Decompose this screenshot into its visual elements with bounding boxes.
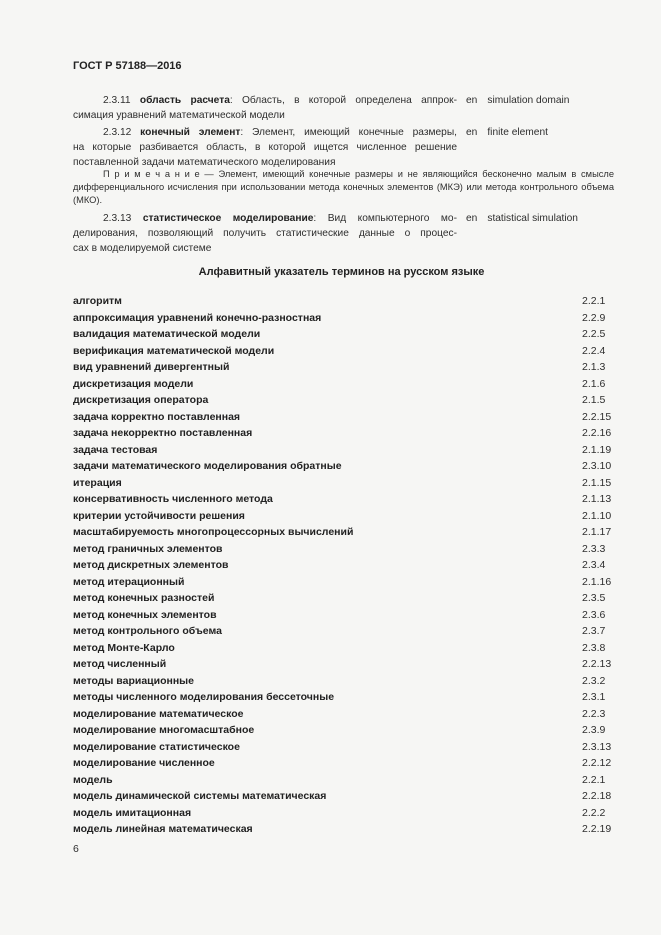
definition-2-3-12 xyxy=(73,125,610,170)
en-language-label: en xyxy=(466,95,478,106)
index-ref: 2.3.8 xyxy=(582,641,606,654)
index-term: метод численный xyxy=(73,658,167,670)
index-row xyxy=(73,508,610,525)
index-ref: 2.3.13 xyxy=(582,740,612,753)
index-ref: 2.3.7 xyxy=(582,625,606,637)
index-ref: 2.1.6 xyxy=(582,377,606,390)
index-term: моделирование многомасштабное xyxy=(73,724,255,736)
index-term: валидация математической модели xyxy=(73,328,261,340)
index-list xyxy=(73,293,610,838)
index-row xyxy=(73,343,610,360)
index-term: дискретизация оператора xyxy=(73,394,209,406)
index-ref: 2.3.6 xyxy=(582,608,606,621)
index-row xyxy=(73,640,610,657)
index-row xyxy=(73,755,610,772)
index-row xyxy=(73,821,610,838)
index-row xyxy=(73,359,610,376)
index-term: задачи математического моделирования обратные xyxy=(73,460,342,472)
index-row xyxy=(73,475,610,492)
index-ref: 2.2.13 xyxy=(582,658,612,670)
index-row xyxy=(73,425,610,442)
index-ref: 2.2.3 xyxy=(582,707,606,720)
index-row xyxy=(73,689,610,706)
index-term: метод конечных элементов xyxy=(73,608,217,621)
note-text: — Элемент, имеющий конечные размеры и не являющийся бесконечно малым в смысле дифференциального исчисления при использовании метода конечных элементов (МКЭ) или метода контрольного объема (МКО). xyxy=(73,169,614,205)
index-ref: 2.2.1 xyxy=(582,773,606,786)
index-term: моделирование математическое xyxy=(73,707,244,720)
index-term: методы вариационные xyxy=(73,674,194,687)
index-ref: 2.2.4 xyxy=(582,344,606,357)
index-term: задача некорректно поставленная xyxy=(73,427,253,439)
index-ref: 2.1.3 xyxy=(582,361,606,373)
index-ref: 2.2.5 xyxy=(582,328,606,340)
index-row xyxy=(73,722,610,739)
index-row xyxy=(73,557,610,574)
definition-line: делирования, позволяющий получить статистические данные о процес- xyxy=(73,228,457,239)
en-term: statistical simulation xyxy=(487,213,578,224)
index-term: методы численного моделирования бессеточные xyxy=(73,691,335,703)
definition-line xyxy=(73,125,457,140)
index-row xyxy=(73,772,610,789)
en-language-label: en xyxy=(466,213,478,224)
index-ref: 2.1.17 xyxy=(582,526,612,538)
definition-line xyxy=(73,211,457,226)
index-term: задача корректно поставленная xyxy=(73,410,241,423)
index-term: метод конечных разностей xyxy=(73,592,215,604)
index-row xyxy=(73,788,610,805)
definition-term: область расчета xyxy=(139,95,230,106)
index-row xyxy=(73,541,610,558)
index-row xyxy=(73,673,610,690)
index-heading: Алфавитный указатель терминов на русском языке xyxy=(198,266,485,278)
definition-line: поставленной задачи математического моделирования xyxy=(73,157,336,168)
definition-2-3-11 xyxy=(73,93,610,123)
index-term: модель линейная математическая xyxy=(73,823,253,835)
index-ref: 2.1.10 xyxy=(582,509,612,522)
definition-line: на которые разбивается область, в которой ищется численное решение xyxy=(73,142,457,153)
index-ref: 2.2.9 xyxy=(582,311,606,324)
index-row xyxy=(73,805,610,822)
en-language-label: en xyxy=(466,127,478,138)
index-row xyxy=(73,590,610,607)
definition-number: 2.3.11 xyxy=(103,95,131,106)
definition-term: конечный элемент xyxy=(140,127,241,138)
index-term: метод итерационный xyxy=(73,575,185,588)
definition-term: статистическое моделирование xyxy=(142,213,314,224)
index-term: консервативность численного метода xyxy=(73,493,273,505)
index-row xyxy=(73,310,610,327)
index-term: верификация математической модели xyxy=(73,344,275,357)
index-ref: 2.2.2 xyxy=(582,806,606,819)
definition-body: : Область, в которой определена аппрок- xyxy=(229,95,457,106)
index-row xyxy=(73,326,610,343)
index-term: моделирование численное xyxy=(73,757,215,769)
index-row xyxy=(73,491,610,508)
index-ref: 2.2.19 xyxy=(582,823,612,835)
note-label: П р и м е ч а н и е xyxy=(103,169,200,179)
index-ref: 2.2.16 xyxy=(582,427,612,439)
definition-line: сах в моделируемой системе xyxy=(73,243,212,254)
index-ref: 2.1.16 xyxy=(582,575,612,588)
index-term: алгоритм xyxy=(73,295,122,307)
index-ref: 2.2.15 xyxy=(582,410,612,423)
definition-line: симация уравнений математической модели xyxy=(73,110,285,121)
definition-text-ru xyxy=(73,211,457,256)
index-term: модель имитационная xyxy=(73,806,192,819)
document-title: ГОСТ Р 57188—2016 xyxy=(73,60,182,72)
index-row xyxy=(73,706,610,723)
index-row xyxy=(73,376,610,393)
index-ref: 2.3.10 xyxy=(582,460,612,472)
index-row xyxy=(73,392,610,409)
index-term: модель xyxy=(73,773,113,786)
index-ref: 2.1.5 xyxy=(582,394,606,406)
en-term: finite element xyxy=(487,127,548,138)
definition-en xyxy=(466,93,569,108)
index-term: модель динамической системы математическая xyxy=(73,790,327,802)
definition-body: : Вид компьютерного мо- xyxy=(313,213,457,224)
index-row xyxy=(73,607,610,624)
index-row xyxy=(73,458,610,475)
index-term: метод дискретных элементов xyxy=(73,559,229,571)
index-row xyxy=(73,574,610,591)
index-term: метод граничных элементов xyxy=(73,542,223,555)
index-term: аппроксимация уравнений конечно-разностная xyxy=(73,311,322,324)
index-row xyxy=(73,656,610,673)
page-number: 6 xyxy=(73,843,79,855)
index-ref: 2.3.9 xyxy=(582,724,606,736)
index-ref: 2.3.4 xyxy=(582,559,606,571)
definition-text-ru xyxy=(73,93,457,123)
definition-number: 2.3.12 xyxy=(103,127,132,138)
index-term: моделирование статистическое xyxy=(73,740,240,753)
index-row xyxy=(73,524,610,541)
index-term: вид уравнений дивергентный xyxy=(73,361,230,373)
index-row xyxy=(73,409,610,426)
index-term: критерии устойчивости решения xyxy=(73,509,245,522)
definition-body: : Элемент, имеющий конечные размеры, xyxy=(240,127,457,138)
index-term: задача тестовая xyxy=(73,443,158,456)
definition-en xyxy=(466,125,548,140)
definition-en xyxy=(466,211,578,226)
index-row xyxy=(73,739,610,756)
index-term: масштабируемость многопроцессорных вычислений xyxy=(73,526,354,538)
index-term: метод Монте-Карло xyxy=(73,641,175,654)
note xyxy=(73,168,614,207)
index-ref: 2.3.5 xyxy=(582,592,606,604)
index-ref: 2.2.18 xyxy=(582,790,612,802)
index-term: итерация xyxy=(73,476,122,489)
index-ref: 2.1.19 xyxy=(582,443,612,456)
definition-2-3-13 xyxy=(73,211,610,256)
index-term: дискретизация модели xyxy=(73,377,194,390)
en-term: simulation domain xyxy=(487,95,570,106)
index-ref: 2.3.2 xyxy=(582,674,606,687)
index-row xyxy=(73,293,610,310)
index-ref: 2.1.13 xyxy=(582,493,612,505)
index-term: метод контрольного объема xyxy=(73,625,222,637)
definition-text-ru xyxy=(73,125,457,170)
index-ref: 2.3.3 xyxy=(582,542,606,555)
definition-line xyxy=(73,93,457,108)
index-ref: 2.1.15 xyxy=(582,476,612,489)
index-ref: 2.3.1 xyxy=(582,691,606,703)
index-row xyxy=(73,623,610,640)
index-row xyxy=(73,442,610,459)
index-ref: 2.2.12 xyxy=(582,757,612,769)
definition-number: 2.3.13 xyxy=(103,213,132,224)
index-ref: 2.2.1 xyxy=(582,295,606,307)
